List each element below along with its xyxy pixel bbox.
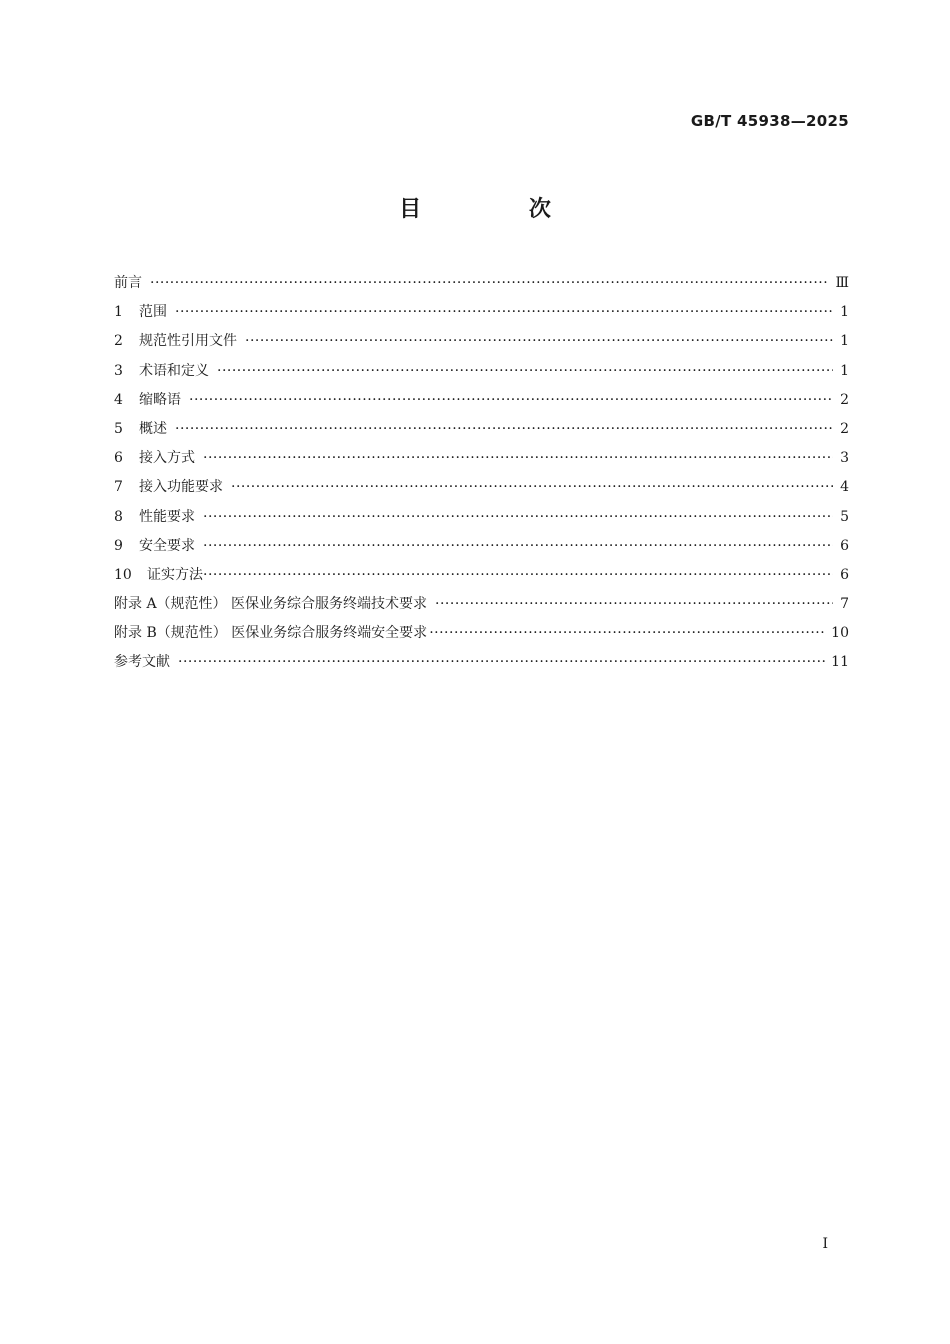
toc-entry-number: 9 [114, 537, 123, 554]
toc-entry-number: 2 [114, 333, 123, 350]
toc-leader-dots [203, 538, 833, 554]
toc-leader-dots [175, 421, 833, 437]
toc-entry-page: 11 [831, 654, 849, 671]
toc-entry-label: 缩略语 [139, 391, 181, 408]
toc-entry-10[interactable] [114, 564, 849, 593]
toc-entry-2[interactable] [114, 330, 849, 359]
toc-entry-label: 接入功能要求 [139, 479, 223, 496]
toc-entry-number: 10 [114, 566, 132, 583]
toc-entry-page: 1 [840, 362, 849, 379]
toc-leader-dots [435, 596, 833, 612]
toc-leader-dots [175, 304, 833, 320]
page-number: I [822, 1236, 828, 1252]
toc-entry-page: 2 [840, 391, 849, 408]
toc-entry-5[interactable] [114, 418, 849, 447]
toc-leader-dots [203, 509, 833, 525]
toc-entry-number: 5 [114, 420, 123, 437]
toc-entry-label: 安全要求 [139, 537, 195, 554]
toc-leader-dots [217, 363, 833, 379]
toc-entry-number: 6 [114, 450, 123, 467]
toc-leader-dots [245, 333, 833, 349]
toc-entry-8[interactable] [114, 506, 849, 535]
toc-entry-page: Ⅲ [835, 275, 849, 291]
toc-entry-appendix-b[interactable] [114, 622, 849, 651]
toc-entry-label: 前言 [114, 275, 142, 291]
toc-entry-label: 规范性引用文件 [139, 333, 237, 350]
toc-entry-page: 10 [831, 625, 849, 642]
toc-entry-label: 附录 B（规范性） 医保业务综合服务终端安全要求 [114, 625, 428, 642]
toc-entry-number: 7 [114, 479, 123, 496]
toc-entry-6[interactable] [114, 447, 849, 476]
toc-entry-page: 6 [840, 566, 849, 583]
toc-entry-page: 1 [840, 304, 849, 321]
toc-entry-label: 接入方式 [139, 450, 195, 467]
toc-leader-dots [150, 275, 829, 291]
standard-number: GB/T 45938—2025 [690, 112, 849, 130]
toc-entry-label: 证实方法 [147, 566, 203, 583]
toc-entry-label: 参考文献 [114, 654, 170, 671]
toc-entry-page: 2 [840, 420, 849, 437]
toc-entry-number: 4 [114, 391, 123, 408]
toc-entry-1[interactable] [114, 301, 849, 330]
toc-entry-label: 范围 [139, 304, 167, 321]
toc-entry-page: 3 [840, 450, 849, 467]
toc-leader-dots [203, 567, 833, 583]
table-of-contents [114, 272, 849, 681]
toc-entry-references[interactable] [114, 651, 849, 680]
toc-leader-dots [178, 654, 825, 670]
toc-leader-dots [429, 625, 825, 641]
toc-entry-label: 附录 A（规范性） 医保业务综合服务终端技术要求 [114, 596, 428, 613]
toc-entry-label: 术语和定义 [139, 362, 209, 379]
toc-entry-page: 6 [840, 537, 849, 554]
toc-entry-7[interactable] [114, 476, 849, 505]
toc-entry-label: 性能要求 [139, 508, 195, 525]
toc-entry-foreword[interactable] [114, 272, 849, 301]
toc-leader-dots [231, 479, 833, 495]
toc-entry-page: 5 [840, 508, 849, 525]
toc-entry-appendix-a[interactable] [114, 593, 849, 622]
toc-entry-9[interactable] [114, 535, 849, 564]
toc-entry-page: 7 [840, 596, 849, 613]
toc-leader-dots [189, 392, 833, 408]
toc-entry-number: 1 [114, 304, 123, 321]
toc-entry-number: 8 [114, 508, 123, 525]
toc-leader-dots [203, 450, 833, 466]
toc-entry-3[interactable] [114, 360, 849, 389]
toc-entry-4[interactable] [114, 389, 849, 418]
toc-entry-page: 4 [840, 479, 849, 496]
toc-entry-number: 3 [114, 362, 123, 379]
toc-entry-page: 1 [840, 333, 849, 350]
page-title: 目 次 [399, 197, 601, 222]
toc-entry-label: 概述 [139, 420, 167, 437]
